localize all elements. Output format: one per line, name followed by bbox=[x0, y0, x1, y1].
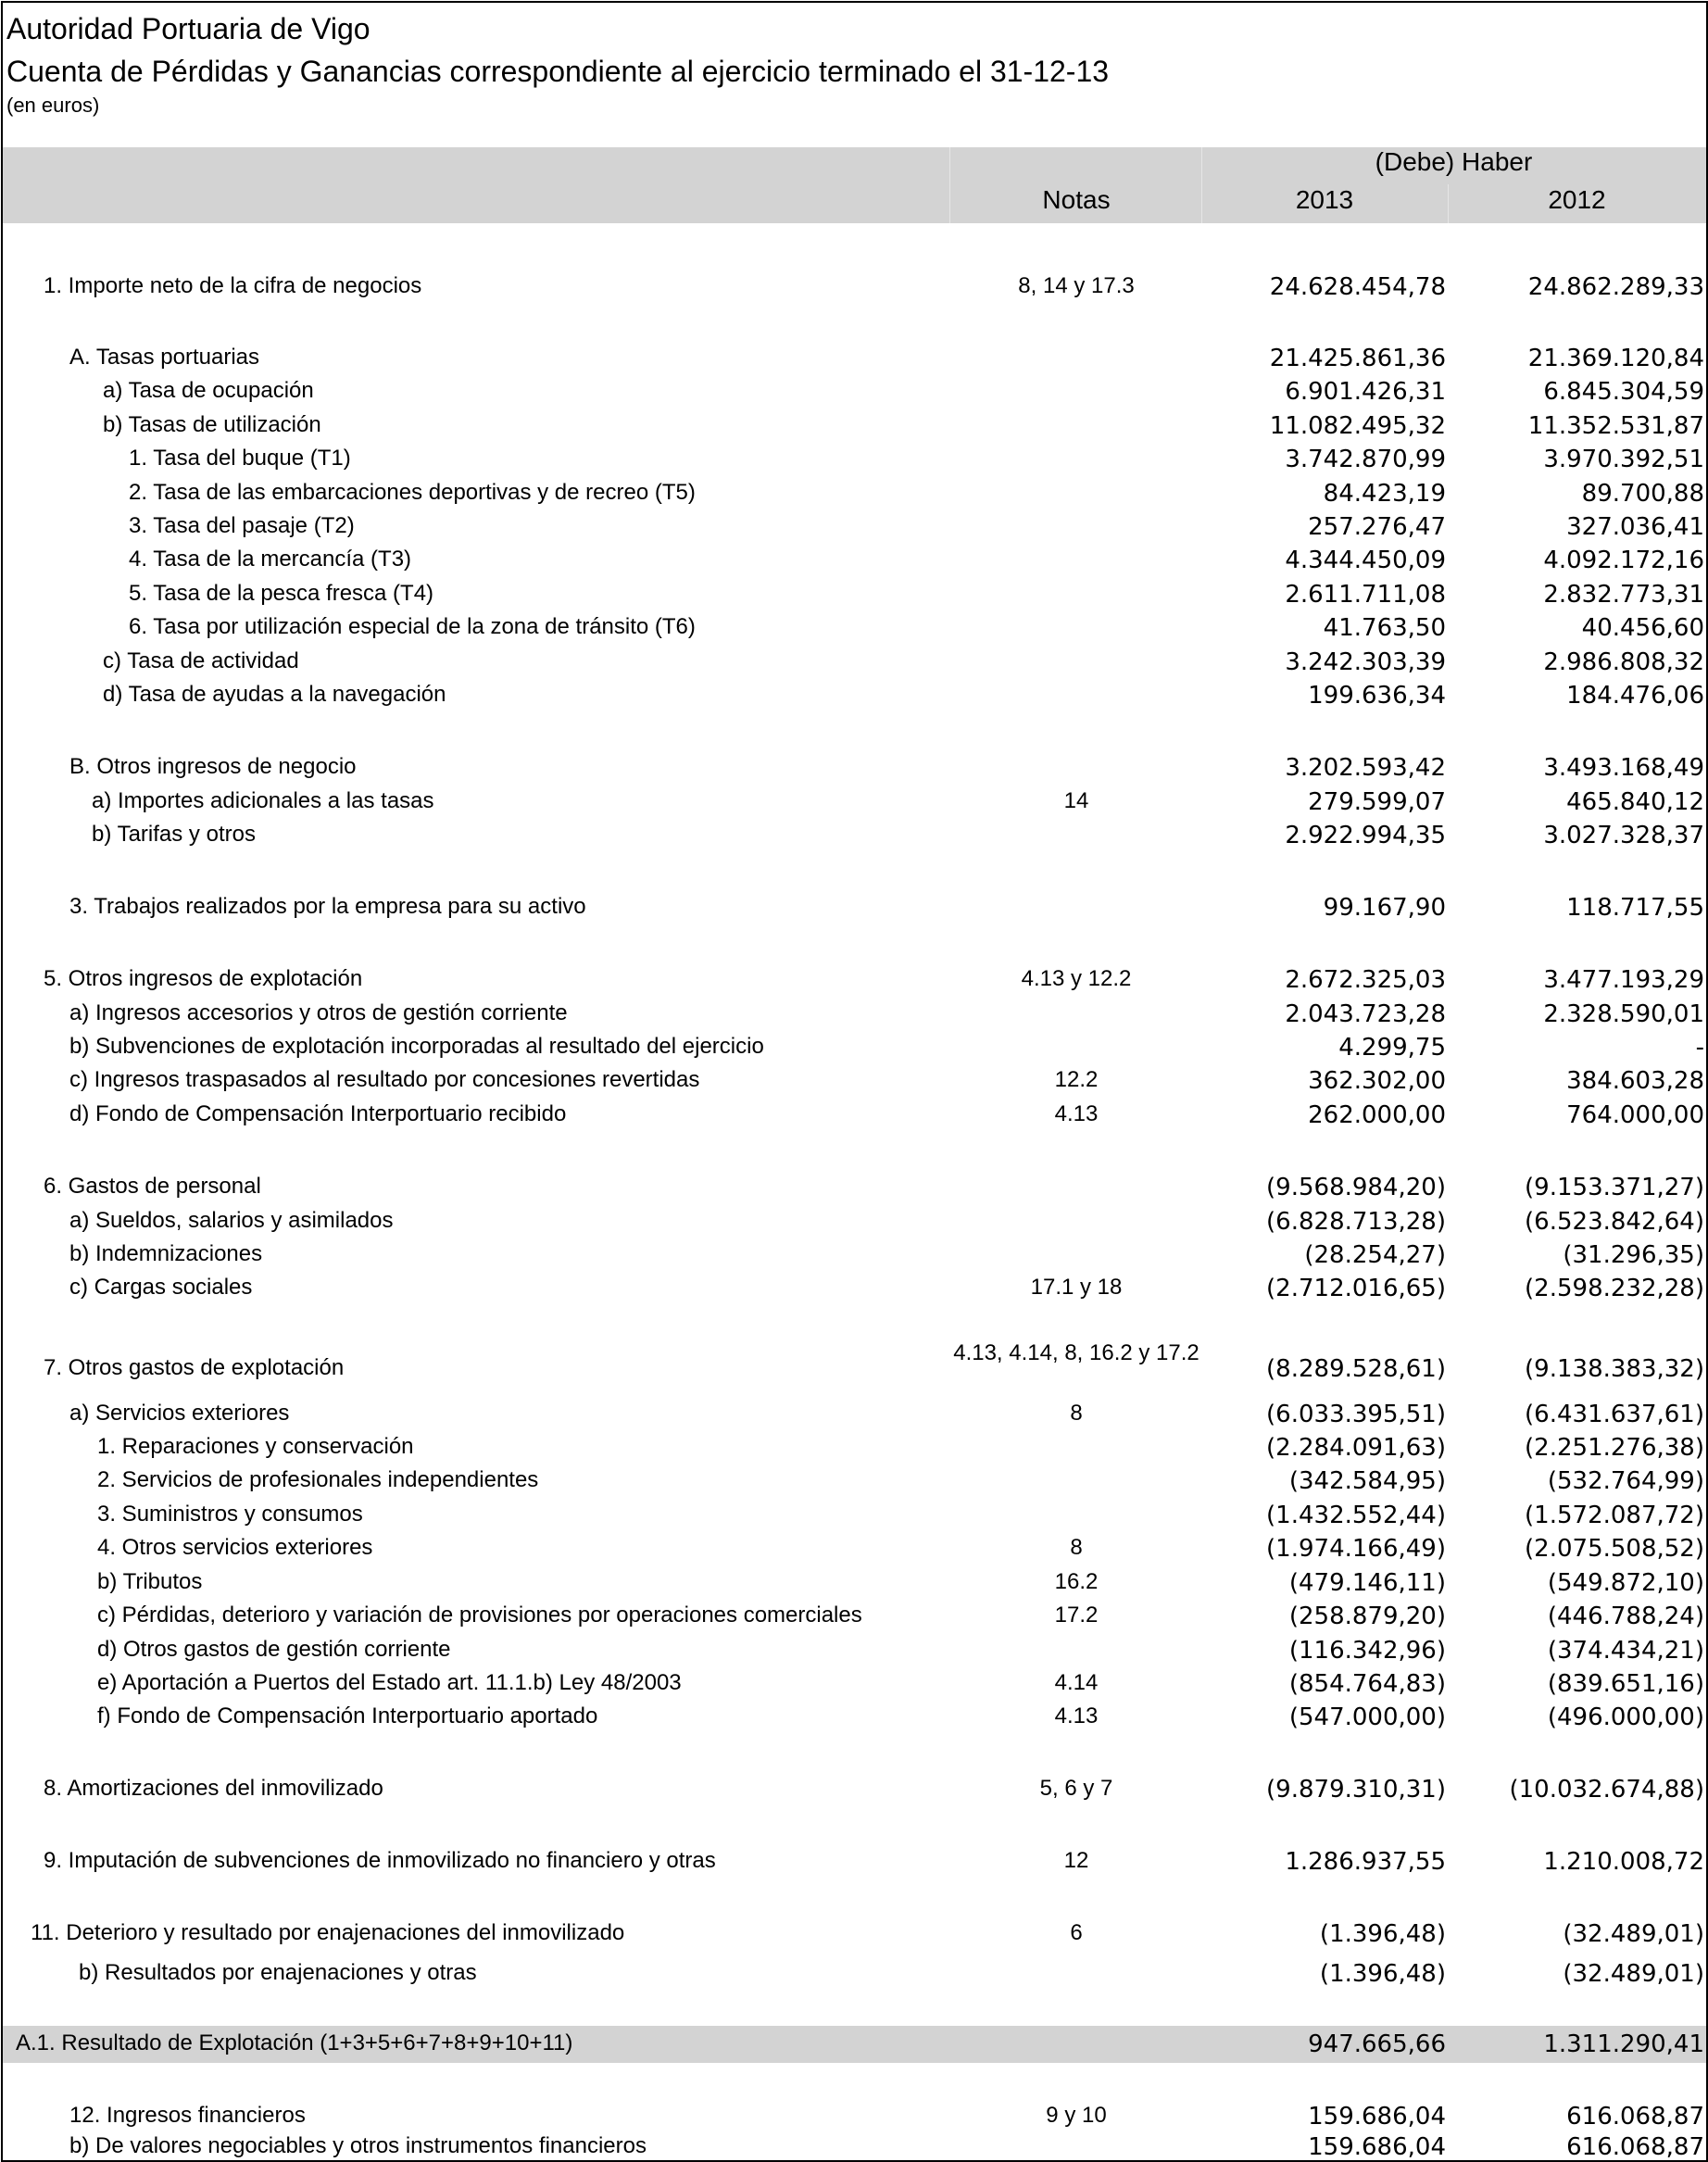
row-label: b) Indemnizaciones bbox=[69, 1241, 263, 1266]
value-2013: 1.286.937,55 bbox=[1285, 1848, 1446, 1876]
value-2013: (258.879,20) bbox=[1288, 1603, 1446, 1630]
value-2013: 2.672.325,03 bbox=[1285, 966, 1446, 994]
value-2012: 616.068,87 bbox=[1566, 2103, 1704, 2131]
value-2012: 616.068,87 bbox=[1566, 2133, 1704, 2161]
value-2013: 279.599,07 bbox=[1308, 788, 1446, 816]
row-label: a) Importes adicionales a las tasas bbox=[92, 788, 434, 813]
row-label: c) Pérdidas, deterioro y variación de provisiones por operaciones comerciales bbox=[97, 1603, 862, 1628]
value-2013: (854.764,83) bbox=[1288, 1670, 1446, 1698]
value-2012: 327.036,41 bbox=[1566, 513, 1704, 541]
row-label: 9. Imputación de subvenciones de inmovilizado no financiero y otras bbox=[44, 1848, 716, 1873]
notes-header: Notas bbox=[1042, 185, 1111, 214]
row-note: 12.2 bbox=[1054, 1067, 1099, 1092]
value-2012: 3.493.168,49 bbox=[1543, 754, 1704, 782]
row-label: a) Servicios exteriores bbox=[69, 1401, 290, 1426]
value-2013: 262.000,00 bbox=[1308, 1101, 1446, 1129]
value-2012: 3.027.328,37 bbox=[1543, 822, 1704, 849]
row-note: 8, 14 y 17.3 bbox=[1018, 273, 1135, 298]
row-label: c) Ingresos traspasados al resultado por concesiones revertidas bbox=[69, 1067, 700, 1092]
value-2012: (1.572.087,72) bbox=[1525, 1502, 1704, 1529]
debe-haber-header: (Debe) Haber bbox=[1375, 147, 1533, 176]
row-note: 4.13, 4.14, 8, 16.2 y 17.2 bbox=[953, 1340, 1199, 1365]
row-label: A. Tasas portuarias bbox=[69, 345, 259, 370]
value-2012: 2.832.773,31 bbox=[1543, 581, 1704, 609]
value-2013: 199.636,34 bbox=[1308, 682, 1446, 710]
value-2012: 118.717,55 bbox=[1566, 894, 1704, 922]
entity-title: Autoridad Portuaria de Vigo bbox=[6, 12, 370, 45]
row-label: b) Tasas de utilización bbox=[103, 412, 321, 437]
row-label: a) Ingresos accesorios y otros de gestión corriente bbox=[69, 1000, 568, 1025]
value-2013: (28.254,27) bbox=[1304, 1241, 1446, 1269]
row-label: 5. Otros ingresos de explotación bbox=[44, 966, 363, 991]
value-2013: 6.901.426,31 bbox=[1285, 378, 1446, 406]
value-2012: 24.862.289,33 bbox=[1527, 273, 1704, 301]
value-2013: (9.879.310,31) bbox=[1266, 1776, 1446, 1804]
value-2013: 2.922.994,35 bbox=[1285, 822, 1446, 849]
column-divider bbox=[949, 147, 950, 223]
value-2013: (6.828.713,28) bbox=[1266, 1208, 1446, 1236]
year-2013-header: 2013 bbox=[1295, 185, 1354, 214]
row-note: 14 bbox=[1063, 788, 1089, 813]
row-note: 4.13 bbox=[1054, 1703, 1099, 1728]
value-2012: (446.788,24) bbox=[1547, 1603, 1704, 1630]
value-2013: 257.276,47 bbox=[1308, 513, 1446, 541]
value-2013: (547.000,00) bbox=[1288, 1703, 1446, 1731]
row-label: 3. Tasa del pasaje (T2) bbox=[129, 513, 355, 538]
row-note: 6 bbox=[1070, 1920, 1083, 1945]
row-note: 4.14 bbox=[1054, 1670, 1099, 1695]
value-2012: 1.210.008,72 bbox=[1543, 1848, 1704, 1876]
value-2012: (549.872,10) bbox=[1547, 1569, 1704, 1597]
value-2012: 764.000,00 bbox=[1566, 1101, 1704, 1129]
row-label: 4. Tasa de la mercancía (T3) bbox=[129, 547, 412, 572]
value-2013: 11.082.495,32 bbox=[1269, 412, 1446, 440]
value-2013: (6.033.395,51) bbox=[1266, 1401, 1446, 1428]
value-2013: 947.665,66 bbox=[1308, 2030, 1446, 2058]
row-note: 9 y 10 bbox=[1046, 2103, 1107, 2128]
value-2012: 40.456,60 bbox=[1581, 614, 1704, 642]
row-label: b) Subvenciones de explotación incorporadas al resultado del ejercicio bbox=[69, 1034, 764, 1059]
value-2012: 384.603,28 bbox=[1566, 1067, 1704, 1095]
value-2012: 1.311.290,41 bbox=[1543, 2030, 1704, 2058]
row-label: 2. Tasa de las embarcaciones deportivas y de recreo (T5) bbox=[129, 480, 696, 505]
value-2013: 84.423,19 bbox=[1323, 480, 1446, 508]
row-label: b) Resultados por enajenaciones y otras bbox=[79, 1960, 477, 1985]
value-2013: (2.712.016,65) bbox=[1266, 1275, 1446, 1302]
statement-title: Cuenta de Pérdidas y Ganancias correspondiente al ejercicio terminado el 31-12-13 bbox=[6, 55, 1110, 88]
row-label: b) De valores negociables y otros instrumentos financieros bbox=[69, 2133, 647, 2158]
value-2012: 3.970.392,51 bbox=[1543, 446, 1704, 473]
row-label: B. Otros ingresos de negocio bbox=[69, 754, 357, 779]
value-2012: (374.434,21) bbox=[1547, 1637, 1704, 1665]
value-2013: 3.242.303,39 bbox=[1285, 648, 1446, 676]
row-note: 12 bbox=[1063, 1848, 1089, 1873]
value-2012: 6.845.304,59 bbox=[1543, 378, 1704, 406]
value-2012: (6.523.842,64) bbox=[1525, 1208, 1704, 1236]
row-label: b) Tributos bbox=[97, 1569, 203, 1594]
value-2012: 2.328.590,01 bbox=[1543, 1000, 1704, 1028]
row-label: 11. Deterioro y resultado por enajenaciones del inmovilizado bbox=[31, 1920, 625, 1945]
value-2013: 41.763,50 bbox=[1323, 614, 1446, 642]
value-2012: (2.598.232,28) bbox=[1525, 1275, 1704, 1302]
value-2012: - bbox=[1695, 1034, 1704, 1062]
value-2012: (10.032.674,88) bbox=[1509, 1776, 1704, 1804]
row-note: 8 bbox=[1070, 1401, 1083, 1426]
row-note: 17.2 bbox=[1054, 1603, 1099, 1628]
value-2012: 89.700,88 bbox=[1581, 480, 1704, 508]
value-2013: (116.342,96) bbox=[1288, 1637, 1446, 1665]
value-2012: (2.075.508,52) bbox=[1525, 1535, 1704, 1563]
row-label: e) Aportación a Puertos del Estado art. 11.1.b) Ley 48/2003 bbox=[97, 1670, 682, 1695]
value-2012: 11.352.531,87 bbox=[1527, 412, 1704, 440]
row-note: 17.1 y 18 bbox=[1030, 1275, 1123, 1300]
row-label: 3. Trabajos realizados por la empresa para su activo bbox=[69, 894, 586, 919]
row-label: 7. Otros gastos de explotación bbox=[44, 1355, 345, 1380]
row-label: d) Otros gastos de gestión corriente bbox=[97, 1637, 451, 1662]
row-label: A.1. Resultado de Explotación (1+3+5+6+7+8+9+10+11) bbox=[16, 2030, 573, 2055]
row-label: 1. Importe neto de la cifra de negocios bbox=[44, 273, 422, 298]
value-2013: 2.043.723,28 bbox=[1285, 1000, 1446, 1028]
value-2013: 362.302,00 bbox=[1308, 1067, 1446, 1095]
row-label: 4. Otros servicios exteriores bbox=[97, 1535, 373, 1560]
row-label: a) Tasa de ocupación bbox=[103, 378, 314, 403]
value-2013: 99.167,90 bbox=[1323, 894, 1446, 922]
row-label: 8. Amortizaciones del inmovilizado bbox=[44, 1776, 383, 1801]
unit-note: (en euros) bbox=[6, 94, 100, 117]
row-label: 6. Gastos de personal bbox=[44, 1174, 261, 1199]
value-2013: (1.974.166,49) bbox=[1266, 1535, 1446, 1563]
value-2012: 2.986.808,32 bbox=[1543, 648, 1704, 676]
value-2012: (2.251.276,38) bbox=[1525, 1434, 1704, 1462]
value-2012: 184.476,06 bbox=[1566, 682, 1704, 710]
row-label: 1. Tasa del buque (T1) bbox=[129, 446, 351, 471]
value-2013: (2.284.091,63) bbox=[1266, 1434, 1446, 1462]
row-label: b) Tarifas y otros bbox=[92, 822, 256, 847]
value-2013: (1.432.552,44) bbox=[1266, 1502, 1446, 1529]
value-2013: 159.686,04 bbox=[1308, 2133, 1446, 2161]
row-label: a) Sueldos, salarios y asimilados bbox=[69, 1208, 394, 1233]
value-2013: 21.425.861,36 bbox=[1269, 345, 1446, 372]
value-2013: 4.344.450,09 bbox=[1285, 547, 1446, 574]
value-2012: (6.431.637,61) bbox=[1525, 1401, 1704, 1428]
value-2013: (342.584,95) bbox=[1288, 1467, 1446, 1495]
row-note: 4.13 bbox=[1054, 1101, 1099, 1126]
value-2012: (32.489,01) bbox=[1563, 1920, 1704, 1948]
value-2012: (839.651,16) bbox=[1547, 1670, 1704, 1698]
row-label: 3. Suministros y consumos bbox=[97, 1502, 363, 1527]
row-label: 6. Tasa por utilización especial de la zona de tránsito (T6) bbox=[129, 614, 696, 639]
value-2013: 24.628.454,78 bbox=[1269, 273, 1446, 301]
value-2013: (1.396,48) bbox=[1319, 1960, 1446, 1988]
year-2012-header: 2012 bbox=[1548, 185, 1606, 214]
row-label: 5. Tasa de la pesca fresca (T4) bbox=[129, 581, 434, 606]
row-note: 8 bbox=[1070, 1535, 1083, 1560]
row-label: 1. Reparaciones y conservación bbox=[97, 1434, 414, 1459]
row-label: 2. Servicios de profesionales independientes bbox=[97, 1467, 539, 1492]
value-2012: (32.489,01) bbox=[1563, 1960, 1704, 1988]
value-2013: (9.568.984,20) bbox=[1266, 1174, 1446, 1201]
value-2013: (479.146,11) bbox=[1288, 1569, 1446, 1597]
row-label: c) Cargas sociales bbox=[69, 1275, 253, 1300]
value-2013: (1.396,48) bbox=[1319, 1920, 1446, 1948]
row-note: 5, 6 y 7 bbox=[1039, 1776, 1113, 1801]
value-2013: 159.686,04 bbox=[1308, 2103, 1446, 2131]
value-2012: 3.477.193,29 bbox=[1543, 966, 1704, 994]
value-2013: 4.299,75 bbox=[1338, 1034, 1446, 1062]
row-label: d) Tasa de ayudas a la navegación bbox=[103, 682, 446, 707]
row-label: d) Fondo de Compensación Interportuario recibido bbox=[69, 1101, 567, 1126]
row-label: f) Fondo de Compensación Interportuario aportado bbox=[97, 1703, 598, 1728]
value-2012: 21.369.120,84 bbox=[1527, 345, 1704, 372]
value-2013: 2.611.711,08 bbox=[1285, 581, 1446, 609]
row-note: 16.2 bbox=[1054, 1569, 1099, 1594]
value-2013: 3.202.593,42 bbox=[1285, 754, 1446, 782]
value-2012: 4.092.172,16 bbox=[1543, 547, 1704, 574]
value-2012: (9.138.383,32) bbox=[1525, 1355, 1704, 1383]
row-note: 4.13 y 12.2 bbox=[1021, 966, 1132, 991]
row-label: c) Tasa de actividad bbox=[103, 648, 299, 673]
value-2013: (8.289.528,61) bbox=[1266, 1355, 1446, 1383]
value-2012: (31.296,35) bbox=[1563, 1241, 1704, 1269]
statement-page bbox=[1, 1, 1708, 2162]
row-label: 12. Ingresos financieros bbox=[69, 2103, 306, 2128]
value-2012: 465.840,12 bbox=[1566, 788, 1704, 816]
value-2013: 3.742.870,99 bbox=[1285, 446, 1446, 473]
value-2012: (532.764,99) bbox=[1547, 1467, 1704, 1495]
value-2012: (9.153.371,27) bbox=[1525, 1174, 1704, 1201]
value-2012: (496.000,00) bbox=[1547, 1703, 1704, 1731]
